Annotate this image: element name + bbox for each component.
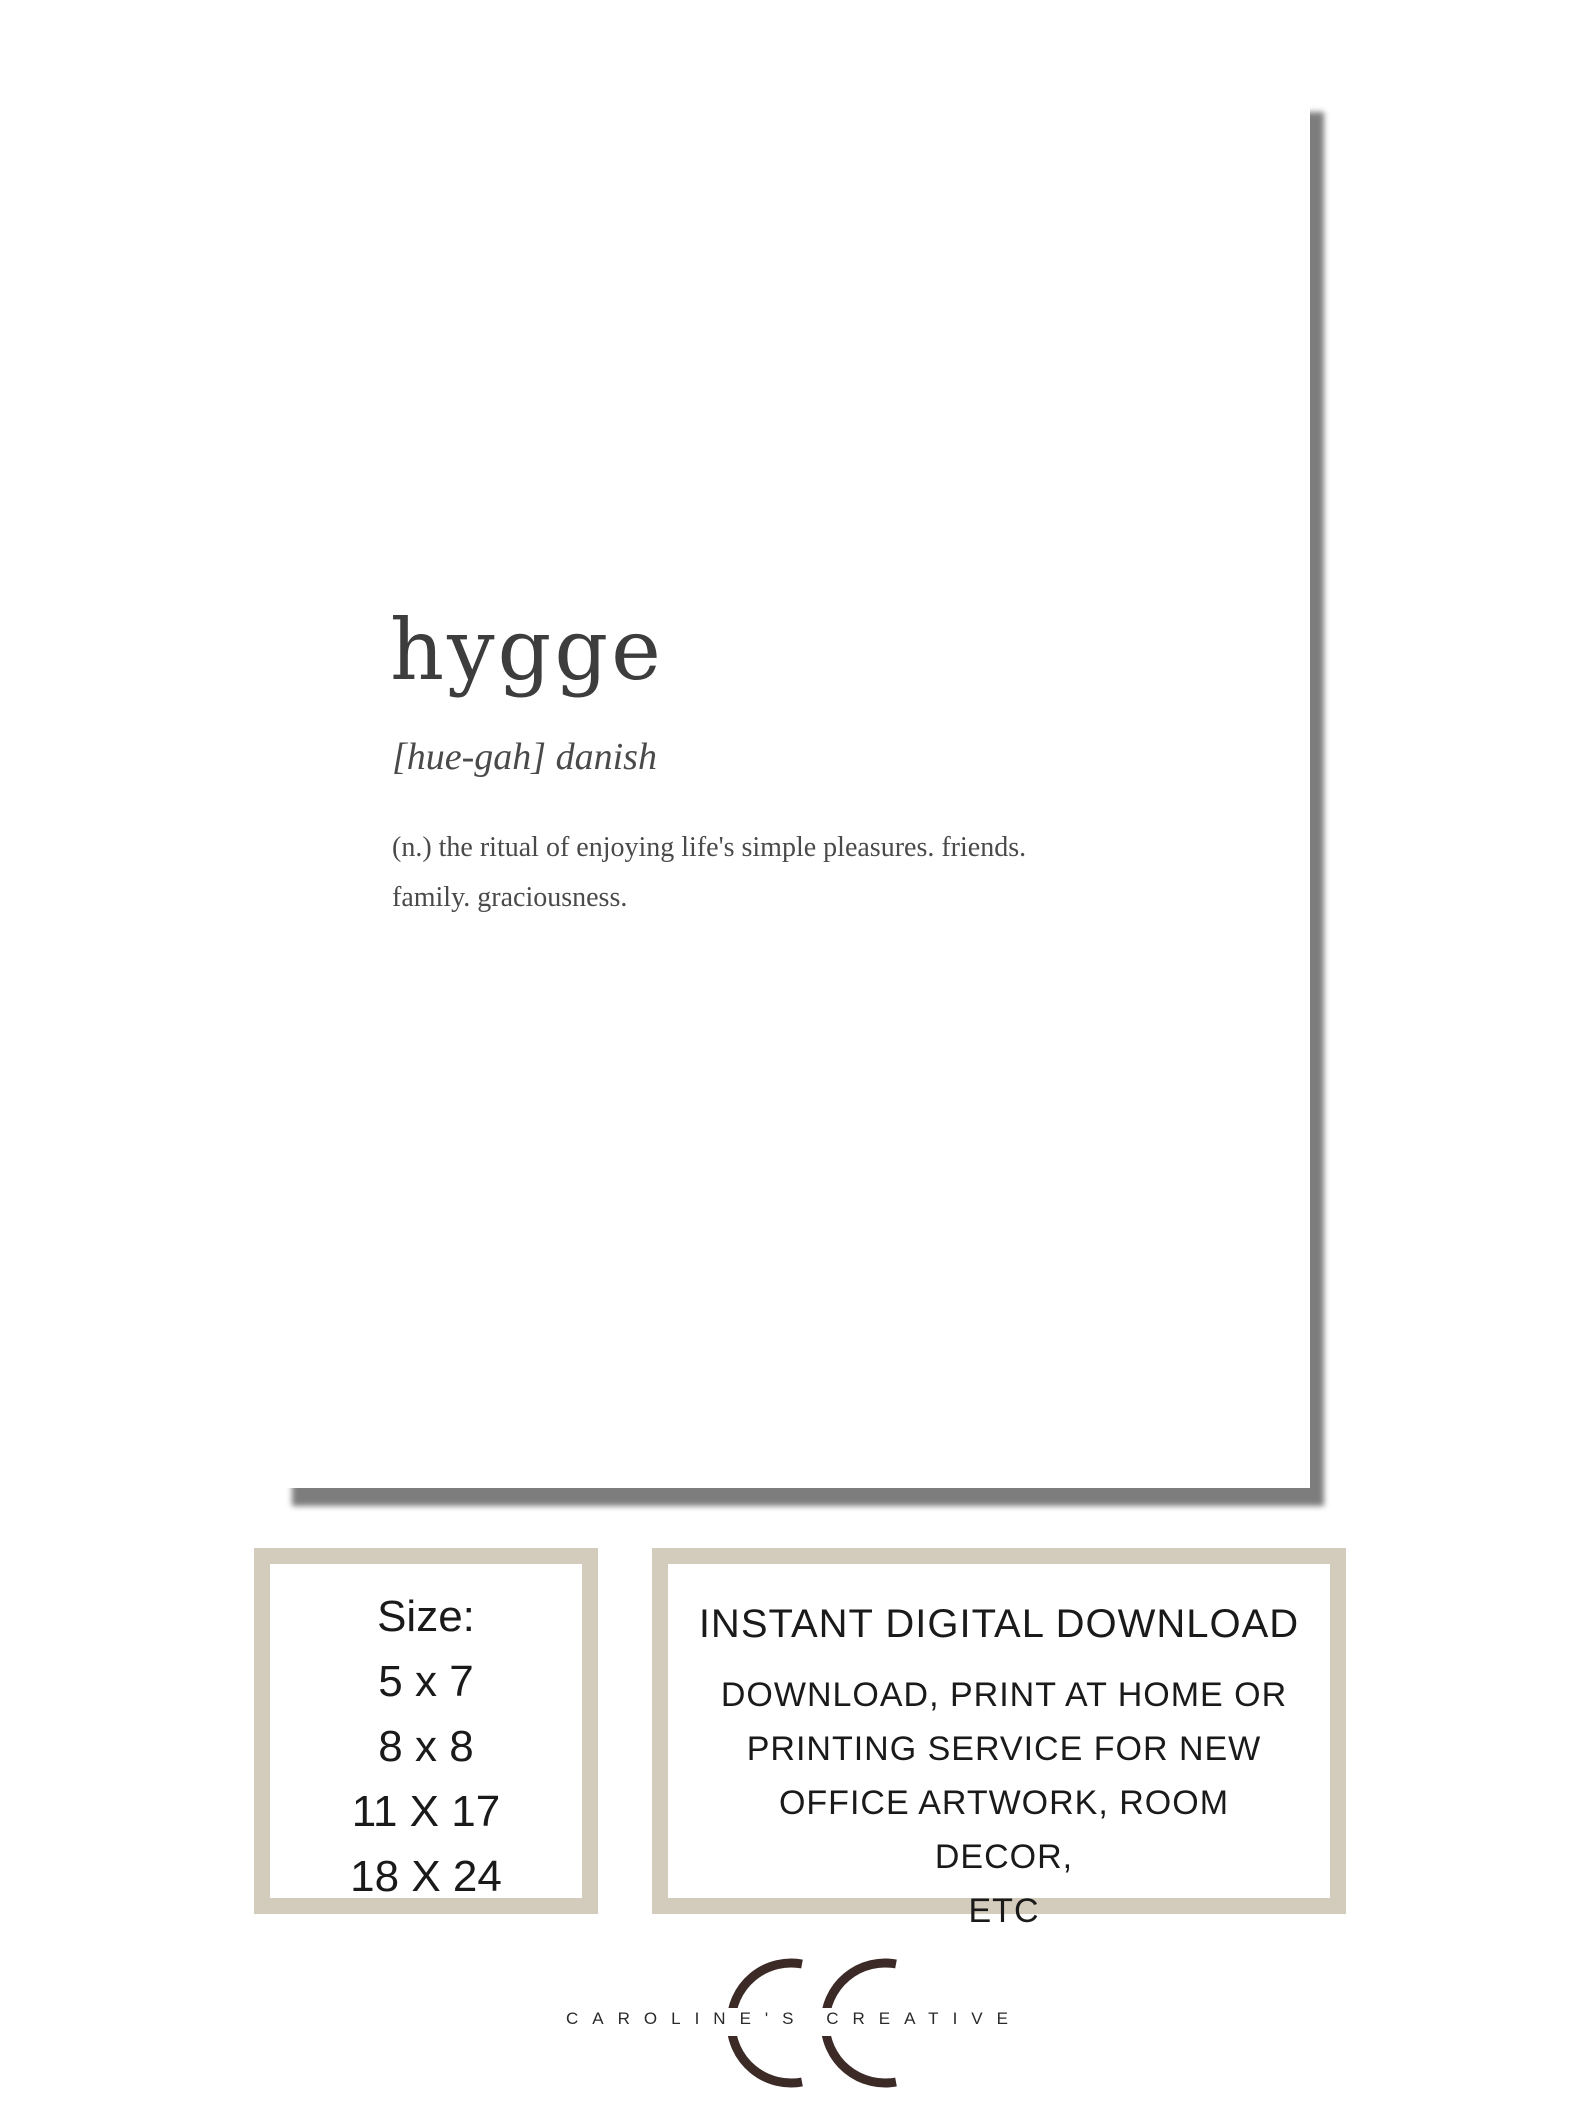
definition-line: (n.) the ritual of enjoying life's simple pleasures. friends.: [392, 832, 1027, 863]
definition-line: family. graciousness.: [392, 882, 628, 913]
download-line: OFFICE ARTWORK, ROOM DECOR,: [778, 1784, 1230, 1876]
size-list: [270, 1584, 582, 1909]
download-title: INSTANT DIGITAL DOWNLOAD: [698, 1602, 1300, 1646]
brand-name: CAROLINE'S CREATIVE: [566, 2009, 1022, 2028]
size-heading: Size:: [377, 1592, 475, 1641]
size-box: [254, 1548, 598, 1914]
definition-word: hygge: [390, 601, 664, 699]
download-description: [718, 1668, 1290, 1938]
download-line: DOWNLOAD, PRINT AT HOME OR: [720, 1676, 1288, 1714]
size-option: 5 x 7: [378, 1657, 474, 1706]
poster-card: [280, 98, 1310, 1488]
download-info-box: [652, 1548, 1346, 1930]
size-option: 11 X 17: [351, 1787, 501, 1836]
pronunciation: [hue-gah] danish: [392, 736, 657, 778]
download-line: PRINTING SERVICE FOR NEW: [746, 1730, 1262, 1768]
download-line: ETC: [968, 1892, 1040, 1930]
size-option: 18 X 24: [350, 1852, 502, 1901]
size-option: 8 x 8: [378, 1722, 474, 1771]
definition-text: [392, 823, 1212, 923]
